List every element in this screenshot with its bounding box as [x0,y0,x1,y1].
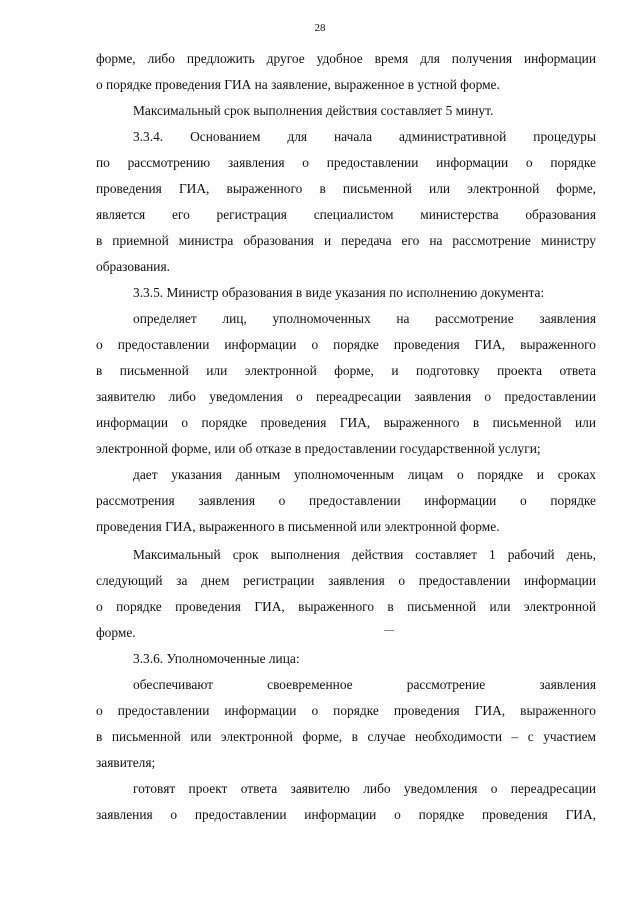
text-line: форме, либо предложить другое удобное время для получения информации [96,51,596,66]
text-line: проведения ГИА, выраженного в письменной или электронной форме. [96,519,500,534]
text-line: 3.3.5. Министр образования в виде указания по исполнению документа: [133,285,545,300]
text-line: образования. [96,259,170,274]
text-line: следующий за днем регистрации заявления о предоставлении информации [96,573,596,588]
text-line: 3.3.6. Уполномоченные лица: [133,651,300,666]
text-line: по рассмотрению заявления о предоставлении информации о порядке [96,155,596,170]
text-line: обеспечивают своевременное рассмотрение заявления [133,677,596,692]
text-line: электронной форме, или об отказе в предоставлении государственной услуги; [96,441,541,456]
text-line: о предоставлении информации о порядке проведения ГИА, выраженного [96,337,596,352]
text-line: определяет лиц, уполномоченных на рассмотрение заявления [133,311,596,326]
text-line: в приемной министра образования и передача его на рассмотрение министру [96,233,596,248]
text-line: о предоставлении информации о порядке проведения ГИА, выраженного [96,703,596,718]
scan-mark [384,630,394,631]
text-line: форме. [96,625,136,640]
text-line: о порядке проведения ГИА, выраженного в письменной или электронной [96,599,596,614]
text-line: в письменной или электронной форме, и подготовку проекта ответа [96,363,596,378]
text-line: Максимальный срок выполнения действия составляет 1 рабочий день, [133,547,596,562]
text-line: 3.3.4. Основанием для начала административной процедуры [133,129,596,144]
text-line: проведения ГИА, выраженного в письменной или электронной форме, [96,181,596,196]
text-line: заявителя; [96,755,156,770]
text-line: готовят проект ответа заявителю либо уведомления о переадресации [133,781,596,796]
text-line: является его регистрация специалистом министерства образования [96,207,596,222]
text-line: Максимальный срок выполнения действия составляет 5 минут. [133,103,494,118]
page-number: 28 [314,22,326,34]
text-line: о порядке проведения ГИА на заявление, выраженное в устной форме. [96,77,500,92]
text-line: в письменной или электронной форме, в случае необходимости – с участием [96,729,596,744]
text-line: дает указания данным уполномоченным лицам о порядке и сроках [133,467,596,482]
text-line: рассмотрения заявления о предоставлении информации о порядке [96,493,596,508]
text-line: заявления о предоставлении информации о порядке проведения ГИА, [96,807,596,822]
text-line: информации о порядке проведения ГИА, выраженного в письменной или [96,415,596,430]
text-line: заявителю либо уведомления о переадресации заявления о предоставлении [96,389,596,404]
